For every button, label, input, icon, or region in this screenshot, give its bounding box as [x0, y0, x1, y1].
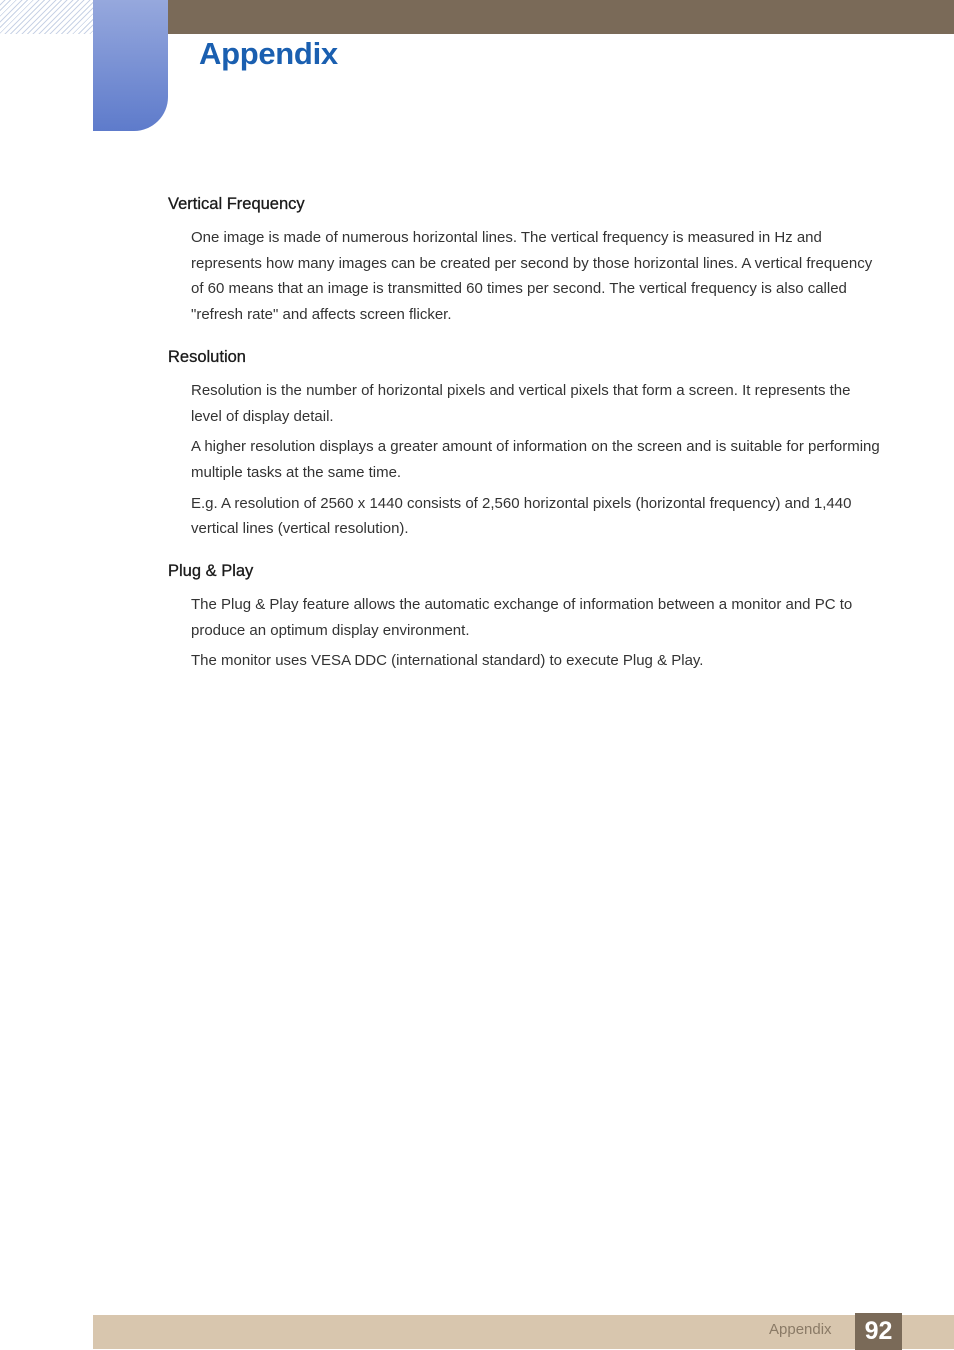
paragraph: A higher resolution displays a greater amount of information on the screen and is suitable for performing multiple tasks at the same time. — [191, 438, 880, 481]
main-content — [168, 192, 880, 691]
paragraph: One image is made of numerous horizontal lines. The vertical frequency is measured in Hz and represents how many images can be created per second by those horizontal lines. A vertical frequency of 60 means that an image is transmitted 60 times per second. The vertical frequency is also called "refresh rate" and affects screen flicker. — [191, 229, 873, 324]
paragraph: The Plug & Play feature allows the automatic exchange of information between a monitor and PC to produce an optimum display environment. — [191, 596, 853, 639]
section-plug-and-play — [168, 559, 880, 674]
section-heading: Plug & Play — [168, 562, 254, 581]
section-heading: Vertical Frequency — [168, 195, 305, 213]
paragraph: Resolution is the number of horizontal pixels and vertical pixels that form a screen. It represents the level of display detail. — [191, 381, 851, 425]
header-hatch-pattern — [0, 0, 93, 34]
header-bar — [168, 0, 954, 34]
section-resolution — [168, 345, 880, 542]
page-title: Appendix — [199, 36, 338, 71]
page-number: 92 — [855, 1313, 902, 1350]
chapter-tab — [93, 0, 168, 131]
paragraph: E.g. A resolution of 2560 x 1440 consists of 2,560 horizontal pixels (horizontal frequency) and 1,440 vertical lines (vertical resolution). — [191, 494, 852, 538]
footer-section-label: Appendix — [769, 1321, 832, 1338]
section-vertical-frequency — [168, 192, 880, 328]
section-heading: Resolution — [168, 347, 246, 366]
paragraph: The monitor uses VESA DDC (international standard) to execute Plug & Play. — [191, 652, 704, 670]
